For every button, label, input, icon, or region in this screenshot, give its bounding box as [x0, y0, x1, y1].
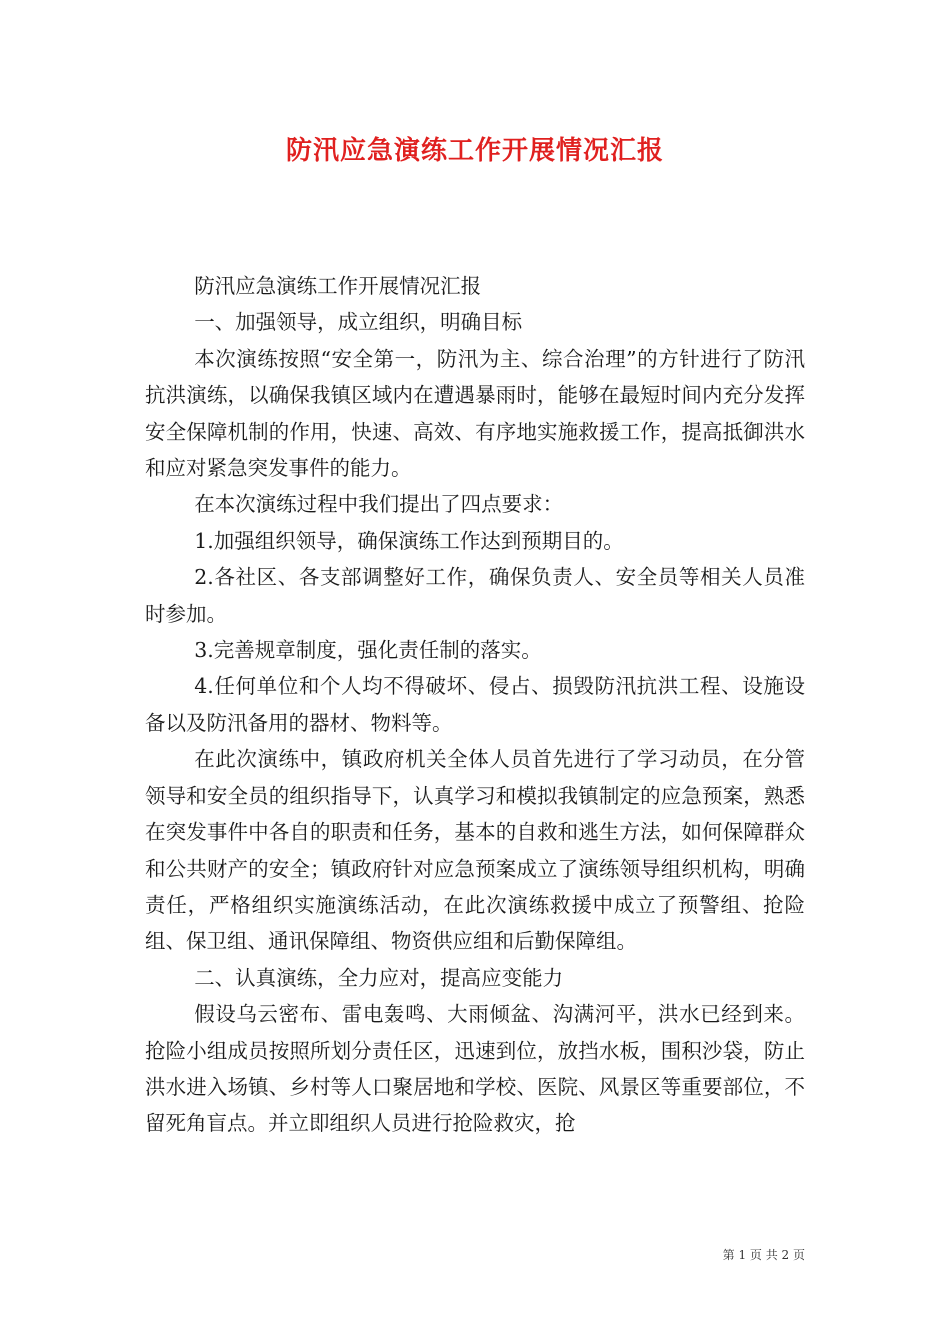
- page-title: 防汛应急演练工作开展情况汇报: [285, 136, 664, 166]
- list-item: 4.任何单位和个人均不得破坏、侵占、损毁防汛抗洪工程、设施设备以及防汛备用的器材、物料等。: [145, 674, 805, 735]
- paragraph-doc-heading: 防汛应急演练工作开展情况汇报: [194, 274, 482, 298]
- list-item: 3.完善规章制度，强化责任制的落实。: [194, 638, 542, 663]
- paragraph-section-heading-2: 二、认真演练，全力应对，提高应变能力: [194, 965, 564, 990]
- paragraph: 在本次演练过程中我们提出了四点要求：: [194, 492, 564, 517]
- paragraph: 本次演练按照“安全第一，防汛为主、综合治理”的方针进行了防汛抗洪演练，以确保我镇区域内在遭遇暴雨时，能够在最短时间内充分发挥安全保障机制的作用，快速、高效、有序地实施救援工作，提高抵御洪水和应对紧急突发事件的能力。: [145, 346, 805, 481]
- list-item: 2.各社区、各支部调整好工作，确保负责人、安全员等相关人员准时参加。: [145, 565, 805, 626]
- paragraph: 假设乌云密布、雷电轰鸣、大雨倾盆、沟满河平，洪水已经到来。抢险小组成员按照所划分责任区，迅速到位，放挡水板，围积沙袋，防止洪水进入场镇、乡村等人口聚居地和学校、医院、风景区等重要部位，不留死角盲点。并立即组织人员进行抢险救灾，抢: [145, 1002, 805, 1136]
- page-number: 第 1 页 共 2 页: [722, 1248, 805, 1262]
- paragraph: 在此次演练中，镇政府机关全体人员首先进行了学习动员，在分管领导和安全员的组织指导下，认真学习和模拟我镇制定的应急预案，熟悉在突发事件中各自的职责和任务，基本的自救和逃生方法，如何保障群众和公共财产的安全；镇政府针对应急预案成立了演练领导组织机构，明确责任，严格组织实施演练活动，在此次演练救援中成立了预警组、抢险组、保卫组、通讯保障组、物资供应组和后勤保障组。: [145, 747, 805, 954]
- document-body: [145, 268, 805, 1142]
- list-item: 1.加强组织领导，确保演练工作达到预期目的。: [194, 528, 624, 553]
- paragraph-section-heading-1: 一、加强领导，成立组织，明确目标: [194, 310, 523, 335]
